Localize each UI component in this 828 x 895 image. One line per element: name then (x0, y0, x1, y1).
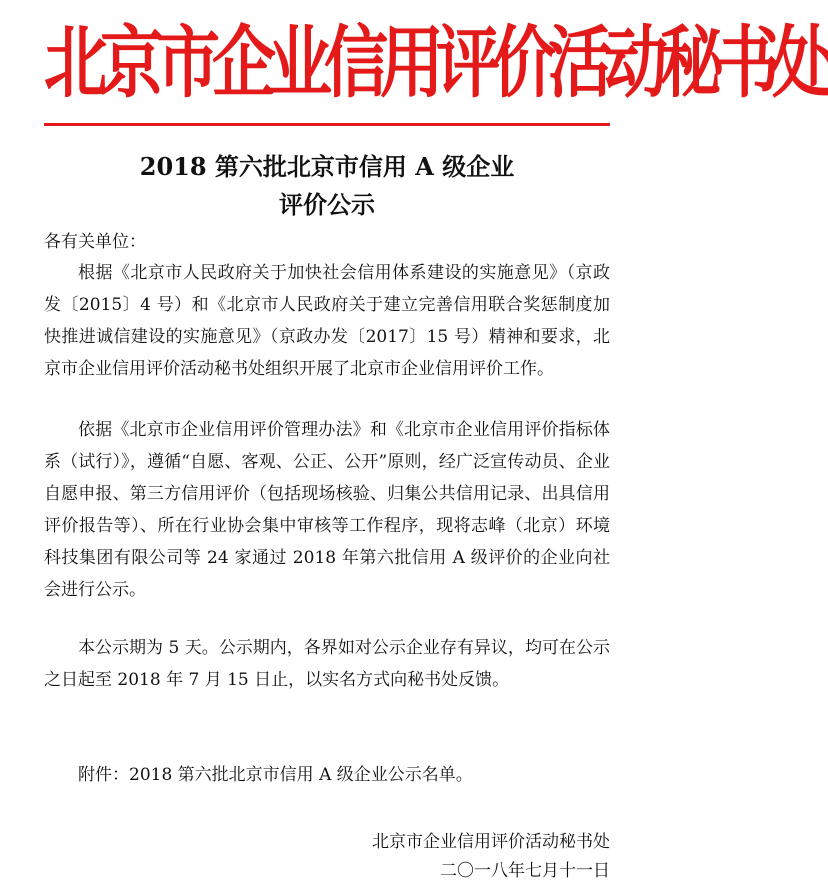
paragraph-basis: 根据《北京市人民政府关于加快社会信用体系建设的实施意见》（京政发〔2015〕4 号）和《北京市人民政府关于建立完善信用联合奖惩制度加快推进诚信建设的实施意见》（京政办发〔2017〕15 号）精神和要求，北京市企业信用评价活动秘书处组织开展了北京市企业信用评价工作。 (44, 263, 610, 379)
paragraph-period: 本公示期为 5 天。公示期内，各界如对公示企业存有异议，均可在公示之日起至 2018 年 7 月 15 日止，以实名方式向秘书处反馈。 (44, 638, 610, 690)
masthead-title-text: 北京市企业信用评价活动秘书处 (44, 18, 828, 110)
notice-title-line1: 2018 第六批北京市信用 A 级企业 (139, 152, 515, 181)
masthead-title (44, 14, 828, 116)
attachment-note: 附件：2018 第六批北京市信用 A 级企业公示名单。 (78, 765, 473, 785)
salutation: 各有关单位： (44, 232, 146, 252)
red-header-rule (44, 123, 610, 126)
signature-date: 二〇一八年七月十一日 (440, 861, 610, 881)
signature-organization: 北京市企业信用评价活动秘书处 (372, 832, 610, 852)
paragraph-process: 依据《北京市企业信用评价管理办法》和《北京市企业信用评价指标体系（试行）》，遵循“自愿、客观、公正、公开”原则，经广泛宣传动员、企业自愿申报、第三方信用评价（包括现场核验、归集公共信用记录、出具信用评价报告等）、所在行业协会集中审核等工作程序，现将志峰（北京）环境科技集团有限公司等 24 家通过 2018 年第六批信用 A 级评价的企业向社会进行公示。 (44, 420, 610, 600)
notice-title-line2: 评价公示 (279, 190, 375, 219)
